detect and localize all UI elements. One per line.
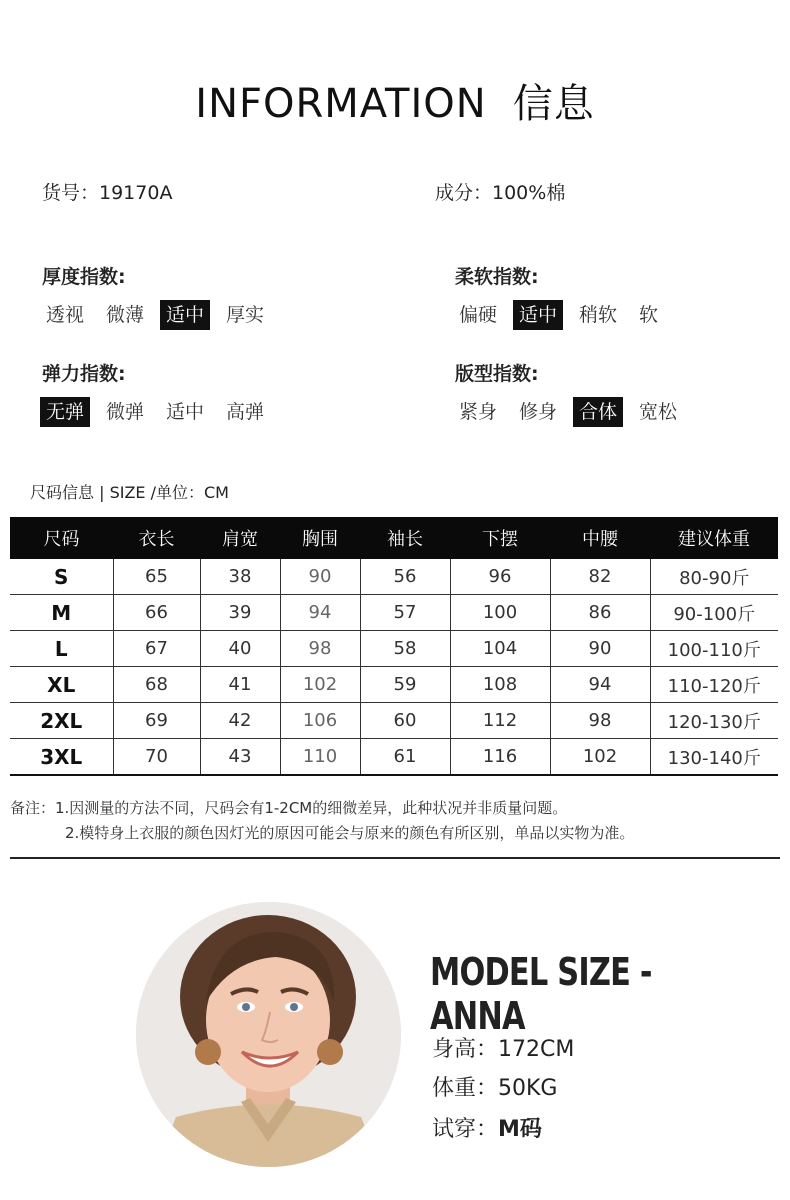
item-number: 货号：19170A xyxy=(42,182,173,204)
column-header: 建议体重 xyxy=(650,517,778,559)
table-cell: 66 xyxy=(113,595,200,631)
table-cell: 108 xyxy=(450,667,550,703)
model-fit xyxy=(432,1112,542,1143)
title-cn: 信息 xyxy=(512,81,595,127)
table-cell: 58 xyxy=(360,631,450,667)
table-cell: 69 xyxy=(113,703,200,739)
thickness-option: 微薄 xyxy=(106,304,145,326)
table-row xyxy=(10,703,778,739)
table-cell: 116 xyxy=(450,739,550,776)
fit-option: 宽松 xyxy=(639,401,678,423)
table-cell: 102 xyxy=(550,739,650,776)
size-info-heading: 尺码信息 | SIZE /单位：CM xyxy=(30,483,229,502)
table-cell: 59 xyxy=(360,667,450,703)
elasticity-option: 无弹 xyxy=(40,397,90,427)
table-cell: 94 xyxy=(550,667,650,703)
table-cell: 60 xyxy=(360,703,450,739)
table-cell: 86 xyxy=(550,595,650,631)
fit-try-label: 试穿： xyxy=(432,1117,499,1142)
size-table-body xyxy=(10,559,778,775)
table-cell: 56 xyxy=(360,559,450,595)
elasticity-label: 弹力指数: xyxy=(42,363,126,385)
softness-options xyxy=(453,300,674,330)
table-cell: 98 xyxy=(550,703,650,739)
elasticity-option: 微弹 xyxy=(106,401,145,423)
softness-option: 稍软 xyxy=(579,304,618,326)
column-header: 下摆 xyxy=(450,517,550,559)
table-cell: 38 xyxy=(200,559,280,595)
model-size-title: MODEL SIZE - ANNA xyxy=(430,950,652,1038)
model-weight xyxy=(432,1071,557,1102)
table-cell: 102 xyxy=(280,667,360,703)
size-cell: L xyxy=(10,631,113,667)
height-value: 172CM xyxy=(498,1037,575,1062)
thickness-option: 厚实 xyxy=(226,304,265,326)
model-portrait-illustration xyxy=(136,902,401,1167)
elasticity-option: 高弹 xyxy=(226,401,265,423)
table-cell: 96 xyxy=(450,559,550,595)
table-cell: 98 xyxy=(280,631,360,667)
size-cell: 2XL xyxy=(10,703,113,739)
softness-option: 软 xyxy=(639,304,659,326)
thickness-label: 厚度指数: xyxy=(42,266,126,288)
size-cell: S xyxy=(10,559,113,595)
table-cell: 106 xyxy=(280,703,360,739)
fit-try-value: M码 xyxy=(498,1117,542,1142)
table-cell: 70 xyxy=(113,739,200,776)
column-header: 肩宽 xyxy=(200,517,280,559)
table-cell: 100 xyxy=(450,595,550,631)
fit-option: 修身 xyxy=(519,401,558,423)
table-cell: 110-120斤 xyxy=(650,667,778,703)
note-line-1: 备注：1.因测量的方法不同，尺码会有1-2CM的细微差异，此种状况并非质量问题。 xyxy=(10,799,568,817)
table-cell: 42 xyxy=(200,703,280,739)
size-cell: XL xyxy=(10,667,113,703)
table-cell: 120-130斤 xyxy=(650,703,778,739)
column-header: 衣长 xyxy=(113,517,200,559)
table-cell: 90-100斤 xyxy=(650,595,778,631)
table-cell: 130-140斤 xyxy=(650,739,778,776)
column-header: 袖长 xyxy=(360,517,450,559)
column-header: 中腰 xyxy=(550,517,650,559)
table-cell: 61 xyxy=(360,739,450,776)
table-cell: 82 xyxy=(550,559,650,595)
table-cell: 43 xyxy=(200,739,280,776)
title-en: INFORMATION xyxy=(195,81,487,127)
table-cell: 57 xyxy=(360,595,450,631)
softness-label: 柔软指数: xyxy=(455,266,539,288)
table-row xyxy=(10,595,778,631)
table-row xyxy=(10,739,778,776)
thickness-options xyxy=(40,300,280,330)
table-cell: 65 xyxy=(113,559,200,595)
note-line-2: 2.模特身上衣服的颜色因灯光的原因可能会与原来的颜色有所区别，单品以实物为准。 xyxy=(65,824,635,842)
fit-option: 紧身 xyxy=(459,401,498,423)
divider xyxy=(10,857,780,859)
fit-label: 版型指数: xyxy=(455,363,539,385)
weight-label: 体重： xyxy=(432,1076,499,1101)
table-row xyxy=(10,667,778,703)
table-cell: 112 xyxy=(450,703,550,739)
elasticity-option: 适中 xyxy=(166,401,205,423)
fit-option: 合体 xyxy=(573,397,623,427)
table-cell: 80-90斤 xyxy=(650,559,778,595)
model-photo xyxy=(136,902,401,1167)
softness-option: 偏硬 xyxy=(459,304,498,326)
table-row xyxy=(10,631,778,667)
table-cell: 67 xyxy=(113,631,200,667)
thickness-option: 透视 xyxy=(46,304,85,326)
table-cell: 41 xyxy=(200,667,280,703)
softness-option: 适中 xyxy=(513,300,563,330)
thickness-option: 适中 xyxy=(160,300,210,330)
table-cell: 94 xyxy=(280,595,360,631)
notes xyxy=(10,796,634,846)
table-cell: 68 xyxy=(113,667,200,703)
column-header: 胸围 xyxy=(280,517,360,559)
table-cell: 90 xyxy=(280,559,360,595)
height-label: 身高： xyxy=(432,1037,499,1062)
size-cell: 3XL xyxy=(10,739,113,776)
composition: 成分：100%棉 xyxy=(435,182,566,204)
model-height xyxy=(432,1032,574,1063)
table-cell: 104 xyxy=(450,631,550,667)
table-cell: 40 xyxy=(200,631,280,667)
elasticity-options xyxy=(40,397,280,427)
table-cell: 90 xyxy=(550,631,650,667)
size-cell: M xyxy=(10,595,113,631)
table-cell: 39 xyxy=(200,595,280,631)
table-cell: 110 xyxy=(280,739,360,776)
size-table-header xyxy=(10,517,778,559)
page-title xyxy=(0,72,790,129)
column-header: 尺码 xyxy=(10,517,113,559)
table-row xyxy=(10,559,778,595)
size-table xyxy=(10,517,778,776)
weight-value: 50KG xyxy=(498,1076,558,1101)
fit-options xyxy=(453,397,693,427)
table-cell: 100-110斤 xyxy=(650,631,778,667)
